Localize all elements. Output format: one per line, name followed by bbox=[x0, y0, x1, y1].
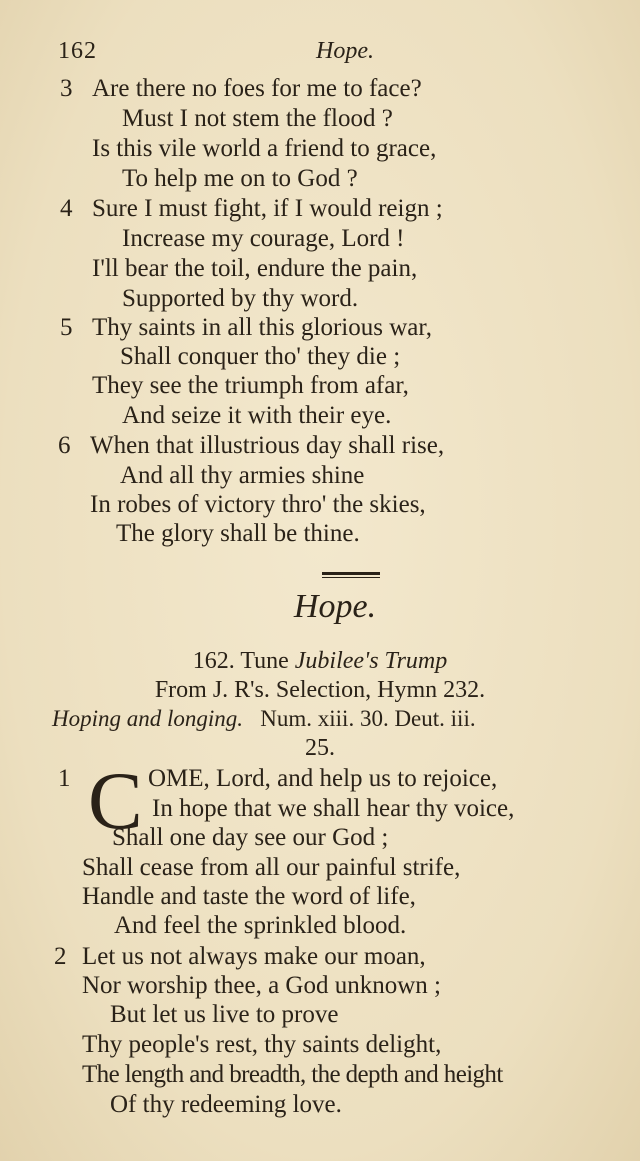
verse-line: Must I not stem the flood ? bbox=[122, 105, 393, 132]
verse-line: When that illustrious day shall rise, bbox=[90, 432, 445, 459]
subject-line bbox=[52, 704, 476, 734]
verse-line: Shall cease from all our painful strife, bbox=[82, 854, 461, 881]
verse-line: Shall conquer tho' they die ; bbox=[120, 343, 401, 370]
stanza-number: 4 bbox=[60, 195, 73, 222]
verse-line: Are there no foes for me to face? bbox=[92, 75, 422, 102]
hymn-title: Hope. bbox=[293, 588, 377, 625]
stanza-number: 3 bbox=[60, 75, 73, 102]
verse-line: In hope that we shall hear thy voice, bbox=[152, 795, 515, 822]
drop-cap: C bbox=[88, 755, 143, 846]
verse-line: OME, Lord, and help us to rejoice, bbox=[148, 765, 498, 792]
verse-line: Sure I must fight, if I would reign ; bbox=[92, 195, 443, 222]
stanza-number: 6 bbox=[58, 432, 71, 459]
stanza-number: 2 bbox=[54, 943, 67, 970]
stanza-number: 5 bbox=[60, 314, 73, 341]
verse-line: To help me on to God ? bbox=[122, 165, 358, 192]
verse-line: Supported by thy word. bbox=[122, 285, 359, 312]
verse-line: Let us not always make our moan, bbox=[82, 943, 426, 970]
verse-line: But let us live to prove bbox=[110, 1001, 339, 1028]
verse-line: In robes of victory thro' the skies, bbox=[90, 491, 426, 518]
page-header bbox=[58, 38, 598, 70]
verse-line: Increase my courage, Lord ! bbox=[122, 225, 405, 252]
subject: Hoping and longing. bbox=[52, 706, 244, 731]
tune-label: Tune bbox=[240, 648, 289, 674]
page-number: 162 bbox=[58, 38, 97, 64]
section-divider bbox=[322, 572, 380, 578]
verse-line: They see the triumph from afar, bbox=[92, 372, 409, 399]
scripture-continuation: 25. bbox=[305, 735, 335, 761]
verse-line: And all thy armies shine bbox=[120, 462, 365, 489]
verse-line: Is this vile world a friend to grace, bbox=[92, 135, 437, 162]
verse-line: Shall one day see our God ; bbox=[112, 824, 389, 851]
verse-line: And seize it with their eye. bbox=[122, 402, 392, 429]
verse-line: I'll bear the toil, endure the pain, bbox=[92, 255, 418, 282]
verse-line: And feel the sprinkled blood. bbox=[114, 912, 407, 939]
hymn-number: 162. bbox=[192, 648, 235, 674]
tune-name: Jubilee's Trump bbox=[294, 648, 448, 674]
verse-line: Of thy redeeming love. bbox=[110, 1091, 342, 1118]
stanza-number: 1 bbox=[58, 765, 71, 792]
scripture-reference: Num. xiii. 30. Deut. iii. bbox=[260, 706, 476, 731]
running-head: Hope. bbox=[316, 38, 374, 64]
verse-line: Handle and taste the word of life, bbox=[82, 883, 416, 910]
source-line: From J. R's. Selection, Hymn 232. bbox=[154, 677, 486, 703]
tune-line bbox=[0, 646, 640, 676]
verse-line: The glory shall be thine. bbox=[116, 520, 360, 547]
verse-line: Thy people's rest, thy saints delight, bbox=[82, 1031, 442, 1058]
verse-line: Thy saints in all this glorious war, bbox=[92, 314, 432, 341]
verse-line: The length and breadth, the depth and height bbox=[82, 1061, 503, 1088]
verse-line: Nor worship thee, a God unknown ; bbox=[82, 972, 441, 999]
